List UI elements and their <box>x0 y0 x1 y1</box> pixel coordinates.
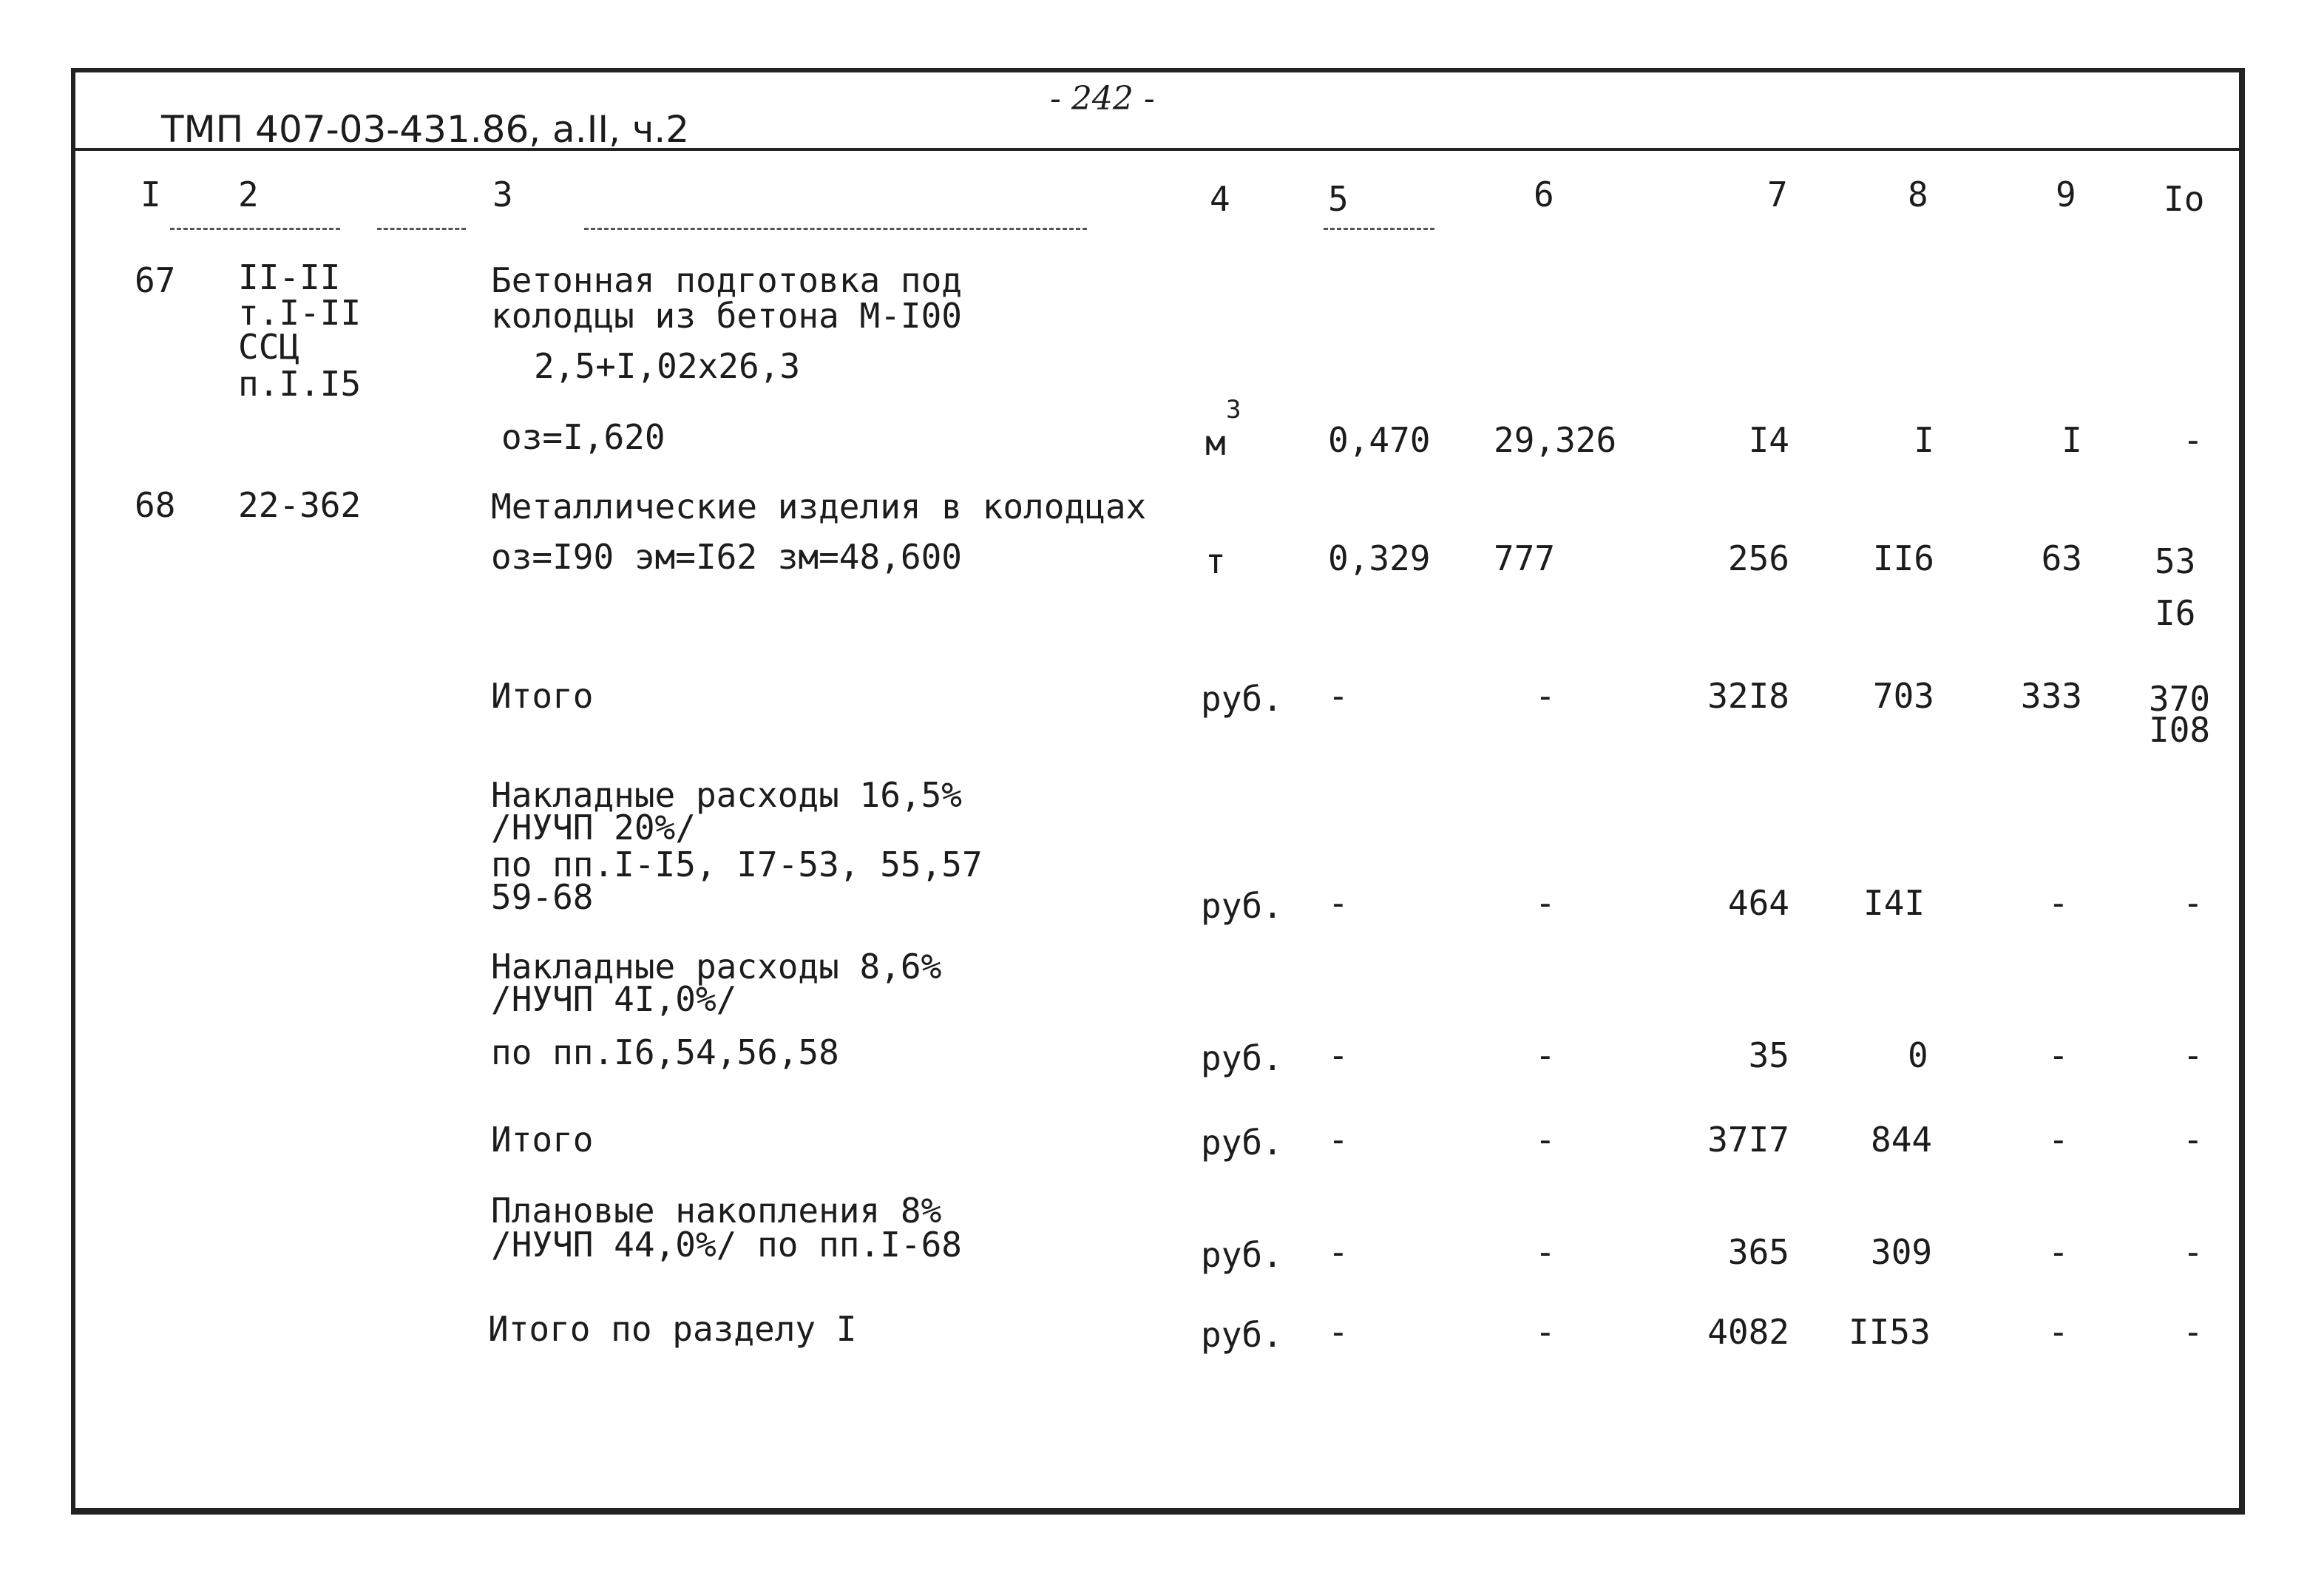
column-header-3: 3 <box>492 175 513 214</box>
summary-label: Итого <box>491 676 594 716</box>
item-description-line: 2,5+I,02х26,3 <box>534 346 801 386</box>
col6-value: - <box>1535 1120 1556 1160</box>
col10-value: - <box>2183 1035 2203 1075</box>
col5-value: - <box>1328 883 1349 923</box>
summary-label-line: /НУЧП 20%/ <box>491 808 696 848</box>
unit: т <box>1205 541 1226 581</box>
item-description-line: Металлические изделия в колодцах <box>491 487 1147 527</box>
document-code: ТМП 407-03-431.86, а.II, ч.2 <box>161 108 690 151</box>
col6-value: - <box>1535 1312 1556 1352</box>
summary-label-line: /НУЧП 44,0%/ по пп.I-68 <box>491 1225 962 1265</box>
col10-value-second: I08 <box>2149 710 2211 750</box>
header-dash-4 <box>1324 228 1434 230</box>
price-code-line: 22-362 <box>238 485 362 525</box>
summary-label-line: по пп.I-I5, I7-53, 55,57 <box>491 845 983 884</box>
col5-value: - <box>1328 1120 1349 1160</box>
unit: руб. <box>1201 1315 1283 1355</box>
col6-value: - <box>1535 1035 1556 1075</box>
col8-value: 703 <box>1872 676 1934 716</box>
price-code-line: ССЦ <box>238 327 300 367</box>
col6-value: - <box>1535 676 1556 716</box>
cost-formula: оз=I90 эм=I62 зм=48,600 <box>491 537 962 577</box>
page-frame <box>71 68 2245 1515</box>
col9-value: - <box>2048 1035 2069 1075</box>
row-number: 67 <box>135 260 176 300</box>
col10-value-second: I6 <box>2155 593 2196 633</box>
col10-value: - <box>2183 1120 2203 1160</box>
col5-value: 0,329 <box>1328 538 1431 578</box>
col5-value: - <box>1328 1232 1349 1272</box>
col7-value: 32I8 <box>1707 676 1789 716</box>
col8-value: I4I <box>1863 883 1925 923</box>
column-header-2: 2 <box>238 175 259 214</box>
col6-value: - <box>1535 883 1556 923</box>
col7-value: 464 <box>1727 883 1789 923</box>
unit: руб. <box>1201 886 1283 926</box>
col9-value: I <box>2062 420 2082 460</box>
col7-value: 4082 <box>1707 1312 1789 1352</box>
col5-value: 0,470 <box>1328 420 1431 460</box>
col8-value: 0 <box>1908 1035 1928 1075</box>
column-header-7: 7 <box>1767 175 1788 214</box>
col7-value: I4 <box>1748 420 1789 460</box>
unit-superscript: 3 <box>1226 395 1241 424</box>
col8-value: 309 <box>1871 1232 1933 1272</box>
col5-value: - <box>1328 676 1349 716</box>
col10-value: - <box>2183 420 2203 460</box>
summary-label-line: по пп.I6,54,56,58 <box>491 1032 839 1072</box>
col7-value: 37I7 <box>1707 1120 1789 1160</box>
column-header-4: 4 <box>1210 179 1230 219</box>
price-code-line: п.I.I5 <box>238 364 362 404</box>
col8-value: 844 <box>1871 1120 1933 1160</box>
page-number: - 242 - <box>1050 80 1155 118</box>
cost-formula: оз=I,620 <box>501 417 665 457</box>
col6-value: 777 <box>1494 538 1556 578</box>
col10-value: 53 <box>2155 541 2196 581</box>
item-description-line: колодцы из бетона М-I00 <box>491 296 962 336</box>
item-description-line: Бетонная подготовка под <box>491 260 962 300</box>
header-dash-3 <box>584 228 1087 230</box>
summary-label-line: Накладные расходы 8,6% <box>491 947 942 987</box>
col9-value: 333 <box>2020 676 2082 716</box>
col9-value: - <box>2048 1120 2069 1160</box>
summary-label-line: /НУЧП 4I,0%/ <box>491 979 737 1019</box>
column-header-6: 6 <box>1534 175 1554 214</box>
col9-value: - <box>2048 1312 2069 1352</box>
col9-value: - <box>2048 883 2069 923</box>
col6-value: 29,326 <box>1494 420 1617 460</box>
col10-value: 370 <box>2149 679 2211 719</box>
col5-value: - <box>1328 1035 1349 1075</box>
unit: м <box>1205 423 1226 463</box>
col10-value: - <box>2183 883 2203 923</box>
unit: руб. <box>1201 1123 1283 1163</box>
col10-value: - <box>2183 1232 2203 1272</box>
col5-value: - <box>1328 1312 1349 1352</box>
unit: руб. <box>1201 679 1283 719</box>
col7-value: 35 <box>1748 1035 1789 1075</box>
summary-label: Итого по разделу I <box>488 1309 857 1349</box>
header-dash-1 <box>170 228 340 230</box>
col9-value: 63 <box>2041 538 2082 578</box>
unit: руб. <box>1201 1235 1283 1275</box>
summary-label-line: Накладные расходы 16,5% <box>491 775 962 815</box>
summary-label-line: 59-68 <box>491 877 594 917</box>
col7-value: 256 <box>1727 538 1789 578</box>
price-code-line: т.I-II <box>238 293 362 333</box>
column-header-5: 5 <box>1328 179 1349 219</box>
header-dash-2 <box>377 228 466 230</box>
column-header-9: 9 <box>2056 175 2076 214</box>
column-header-10: Io <box>2164 179 2205 219</box>
summary-label: Итого <box>491 1120 594 1160</box>
column-header-8: 8 <box>1908 175 1928 214</box>
summary-label-line: Плановые накопления 8% <box>491 1191 942 1231</box>
col8-value: I <box>1914 420 1934 460</box>
row-number: 68 <box>135 485 176 525</box>
col10-value: - <box>2183 1312 2203 1352</box>
col9-value: - <box>2048 1232 2069 1272</box>
column-header-1: I <box>140 175 161 214</box>
unit: руб. <box>1201 1038 1283 1078</box>
col8-value: II6 <box>1872 538 1934 578</box>
col6-value: - <box>1535 1232 1556 1272</box>
col7-value: 365 <box>1727 1232 1789 1272</box>
price-code-line: II-II <box>238 257 341 297</box>
col8-value: II53 <box>1849 1312 1931 1352</box>
